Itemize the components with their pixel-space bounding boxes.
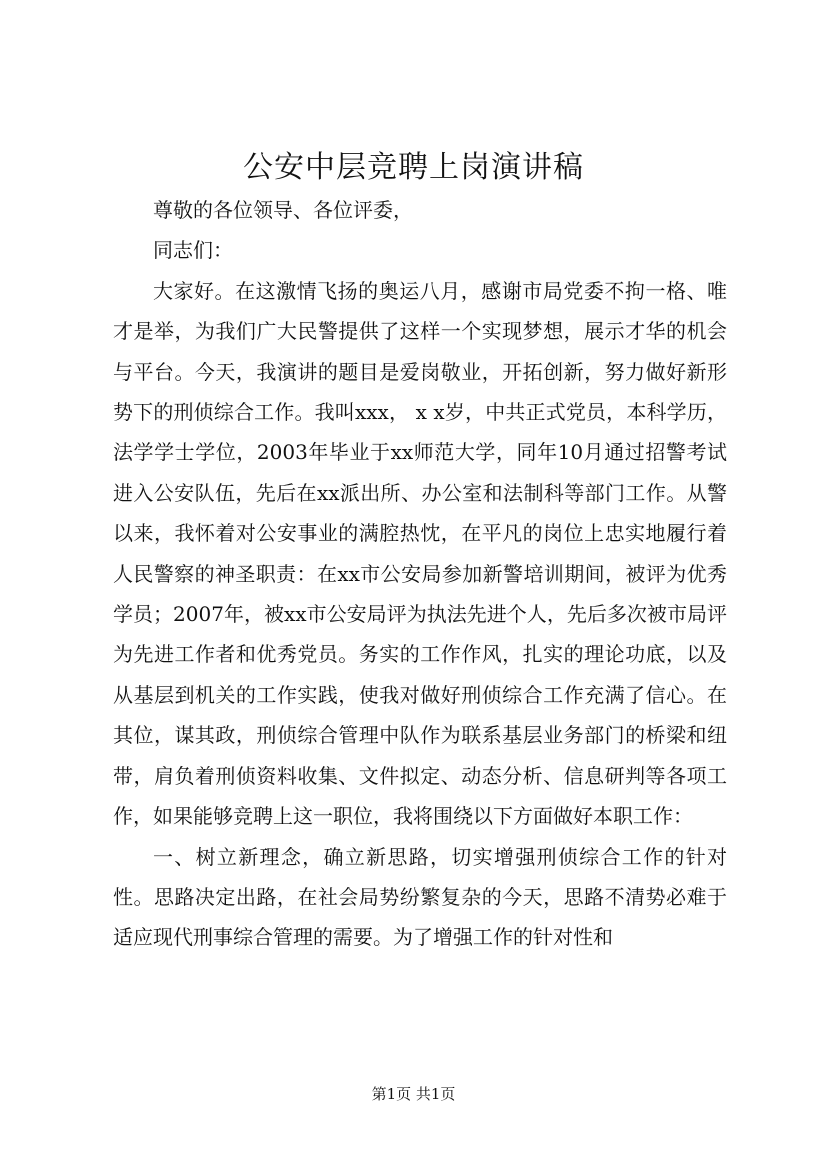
salutation-paragraph: 尊敬的各位领导、各位评委， [153, 198, 413, 222]
page-number-footer: 第1页 共1页 [371, 1085, 456, 1103]
body-paragraph: 大家好。在这激情飞扬的奥运八月，感谢市局党委不拘一格、唯才是举，为我们广大民警提供了这样一个实现梦想，展示才华的机会与平台。今天，我演讲的题目是爱岗敬业，开拓创新，努力做好新形势下的刑侦综合工作。我叫xxx， x x岁，中共正式党员，本科学历，法学学士学位，2003年毕业于xx师范大学，同年10月通过招警考试进入公安队伍，先后在xx派出所、办公室和法制科等部门工作。从警以来，我怀着对公安事业的满腔热忱，在平凡的岗位上忠实地履行着人民警察的神圣职责：在xx市公安局参加新警培训期间，被评为优秀学员；2007年，被xx市公安局评为执法先进个人，先后多次被市局评为先进工作者和优秀党员。务实的工作作风，扎实的理论功底，以及从基层到机关的工作实践，使我对做好刑侦综合工作充满了信心。在其位，谋其政，刑侦综合管理中队作为联系基层业务部门的桥梁和纽带，肩负着刑侦资料收集、文件拟定、动态分析、信息研判等各项工作，如果能够竞聘上这一职位，我将围绕以下方面做好本职工作： [113, 278, 727, 829]
document-title: 公安中层竞聘上岗演讲稿 [243, 150, 584, 185]
greeting-paragraph: 同志们： [153, 238, 233, 263]
document-body [113, 190, 727, 958]
body-paragraph: 一、树立新理念，确立新思路，切实增强刑侦综合工作的针对性。思路决定出路，在社会局势纷繁复杂的今天，思路不清势必难于适应现代刑事综合管理的需要。为了增强工作的针对性和 [113, 844, 727, 950]
